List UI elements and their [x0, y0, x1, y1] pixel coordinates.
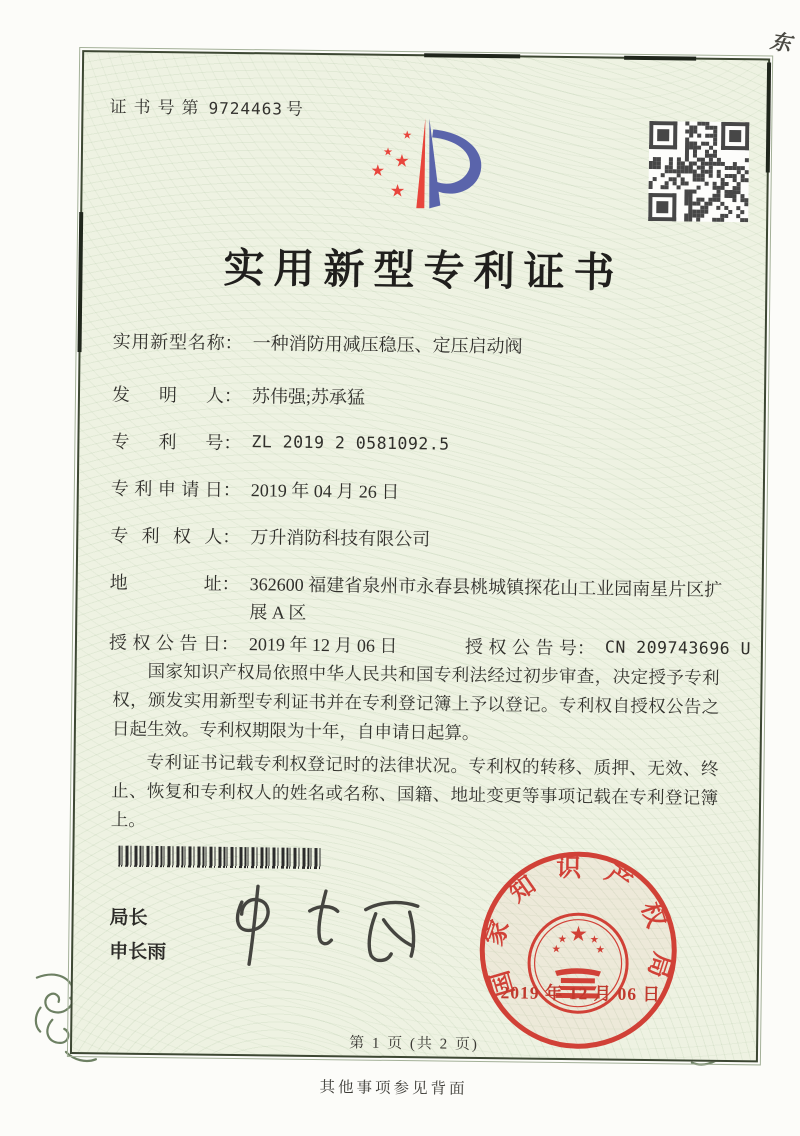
field-value: 2019 年 04 月 26 日	[250, 480, 400, 503]
border-artifact	[424, 53, 520, 58]
field-value: 万升消防科技有限公司	[250, 527, 431, 550]
field-label: 专利申请日	[110, 478, 223, 501]
field-row-address	[109, 570, 740, 633]
field-value: 2019 年 12 月 06 日	[248, 634, 398, 657]
back-side-note: 其他事项参见背面	[319, 1079, 468, 1098]
qr-code-svg	[648, 121, 749, 222]
border-artifact	[624, 56, 696, 61]
certificate-number-value: 9724463	[208, 98, 284, 119]
page-title: 实用新型专利证书	[223, 244, 624, 296]
field-value: 一种消防用减压稳压、定压启动阀	[252, 333, 523, 357]
field-row-patentee	[110, 523, 740, 557]
certificate-number	[109, 92, 310, 119]
field-row-inventor	[112, 382, 742, 416]
logo-p-bowl	[431, 129, 481, 194]
field-colon: ：	[223, 433, 242, 454]
certificate-number-prefix: 证书号第	[109, 97, 206, 118]
border-artifact	[766, 62, 771, 172]
field-value: 362600 福建省泉州市永春县桃城镇探花山工业园南星片区扩展 A 区	[249, 574, 723, 624]
field-row-filing-date	[111, 476, 741, 510]
logo-stars	[371, 130, 411, 197]
legal-text	[111, 656, 720, 845]
field-list	[108, 328, 752, 684]
field-colon: ：	[576, 638, 596, 659]
field-value: CN 209743696 U	[604, 637, 752, 659]
field-colon: ：	[222, 480, 241, 501]
page-number: 第 1 页 (共 2 页)	[349, 1035, 480, 1054]
field-label: 专利号	[111, 431, 224, 454]
field-label: 专利权人	[110, 525, 223, 548]
seal-date: 2019 年 12 月 06 日	[500, 982, 662, 1005]
signer-name: 申长雨	[109, 941, 167, 964]
legal-paragraph-2: 专利证书记载专利权登记时的法律状况。专利权的转移、质押、无效、终止、恢复和专利权人的姓名或名称、国籍、地址变更等事项记载在专利登记簿上。	[110, 751, 719, 831]
field-row-utility-model-name	[112, 328, 742, 362]
official-seal	[474, 846, 683, 1055]
field-grant-date	[109, 630, 447, 660]
field-colon: ：	[224, 332, 243, 354]
certificate-border-frame	[70, 50, 770, 1062]
field-label: 地址	[109, 572, 222, 595]
field-label: 授权公告日	[108, 632, 222, 655]
field-colon: ：	[222, 527, 241, 548]
field-value: 苏伟强;苏承猛	[251, 386, 366, 408]
field-row-patent-number	[111, 429, 741, 463]
cnipa-logo	[338, 109, 515, 233]
field-label: 授权公告号	[464, 637, 578, 659]
field-grant-number	[464, 634, 752, 663]
handwritten-pen-mark: 东	[768, 29, 793, 57]
signature-script	[213, 880, 439, 973]
qr-code	[648, 121, 749, 222]
scan-paper-edge	[2, 0, 18, 1126]
certificate-number-suffix: 号	[285, 99, 311, 119]
field-colon: ：	[223, 385, 243, 407]
field-label: 发明人	[111, 384, 225, 406]
seal-text: 国家知识产权局	[480, 854, 676, 1002]
field-colon: ：	[220, 634, 240, 655]
field-colon: ：	[221, 574, 240, 595]
barcode	[118, 846, 322, 869]
signer-title: 局长	[109, 907, 148, 929]
logo-red-wedge	[416, 118, 425, 208]
legal-paragraph-1: 国家知识产权局依照中华人民共和国专利法经过初步审查，决定授予专利权，颁发实用新型专利证书并在专利登记簿上予以登记。专利权自授权公告之日起生效。专利权期限为十年，自申请日起算。	[111, 660, 720, 744]
field-label: 实用新型名称	[112, 331, 225, 353]
field-value: ZL 2019 2 0581092.5	[251, 432, 450, 454]
